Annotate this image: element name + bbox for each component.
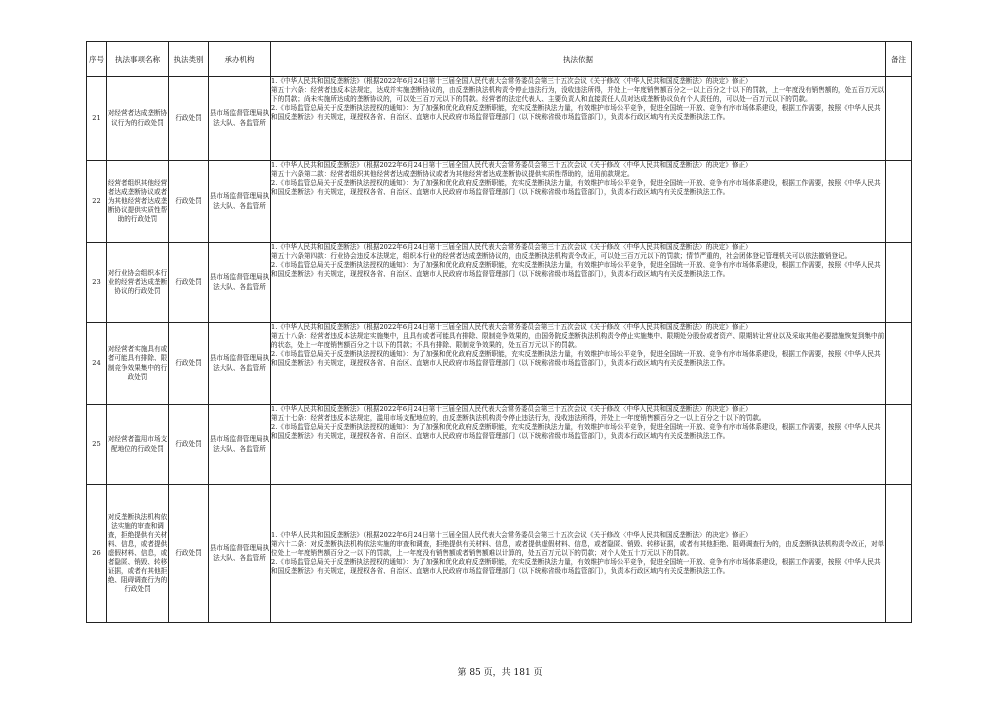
basis-line: 2.《市场监管总局关于反垄断执法授权的通知》：为了加强和优化政府反垄断职能，充实反垄断执法力量，有效维护市场公平竞争，促进全国统一开放、竞争有序市场体系建设，根据工作需要，按照《中华人民共和国反垄断法》有关规定，现授权各省、自治区、直辖市人民政府市场监督管理部门（以下统称省级市场监管部门），负责本行政区域内有关反垄断执法工作。: [271, 558, 881, 576]
item-name: 经营者组织其他经营者达成垄断协议或者为其他经营者达成垄断协议提供实质性帮助的行政处罚: [107, 161, 169, 243]
basis-line: 第五十八条：经营者违反本法规定实施集中，且具有或者可能具有排除、限制竞争效果的，由国务院反垄断执法机构责令停止实施集中、限期处分股份或者资产、限期转让营业以及采取其他必要措施恢复到集中前的状态，处上一年度销售额百分之十以下的罚款；不具有排除、限制竞争效果的，处五百万元以下的罚款。: [271, 332, 885, 350]
item-note: [886, 161, 912, 243]
basis-line: 1.《中华人民共和国反垄断法》（根据2022年6月24日第十三届全国人民代表大会常务委员会第三十五次会议《关于修改〈中华人民共和国反垄断法〉的决定》修正）: [271, 161, 752, 169]
basis-line: 第五十六条第四款：行业协会违反本法规定，组织本行业的经营者达成垄断协议的，由反垄断执法机构责令改正，可以处三百万元以下的罚款；情节严重的，社会团体登记管理机关可以依法撤销登记。: [271, 252, 852, 261]
basis-line: 2.《市场监管总局关于反垄断执法授权的通知》：为了加强和优化政府反垄断职能，充实反垄断执法力量，有效维护市场公平竞争，促进全国统一开放、竞争有序市场体系建设，根据工作需要，按照《中华人民共和国反垄断法》有关规定，现授权各省、自治区、直辖市人民政府市场监督管理部门（以下统称省级市场监管部门），负责本行政区域内有关反垄断执法工作。: [271, 179, 881, 197]
row-number: 21: [87, 77, 107, 161]
item-note: [886, 485, 912, 623]
item-type: 行政处罚: [169, 161, 209, 243]
item-note: [886, 405, 912, 485]
item-basis: [271, 161, 886, 243]
basis-line: 1.《中华人民共和国反垄断法》（根据2022年6月24日第十三届全国人民代表大会常务委员会第三十五次会议《关于修改〈中华人民共和国反垄断法〉的决定》修正）: [271, 323, 752, 331]
table-row: [87, 77, 912, 161]
header-row: [87, 42, 912, 77]
basis-line: 第五十七条：经营者违反本法规定，滥用市场支配地位的，由反垄断执法机构责令停止违法行为，没收违法所得，并处上一年度销售额百分之一以上百分之十以下的罚款。: [271, 414, 766, 423]
item-note: [886, 243, 912, 323]
item-org: 县市场监督管理局执法大队、各监管所: [209, 243, 271, 323]
item-type: 行政处罚: [169, 485, 209, 623]
header-type: 执法类别: [169, 42, 209, 77]
row-number: 26: [87, 485, 107, 623]
item-name: 对经营者达成垄断协议行为的行政处罚: [107, 77, 169, 161]
table-row: [87, 485, 912, 623]
row-number: 25: [87, 405, 107, 485]
item-type: 行政处罚: [169, 323, 209, 405]
item-note: [886, 323, 912, 405]
table-row: [87, 405, 912, 485]
item-name: 对行业协会组织本行业的经营者达成垄断协议的行政处罚: [107, 243, 169, 323]
item-type: 行政处罚: [169, 77, 209, 161]
page-footer: 第 85 页，共 181 页: [457, 668, 543, 678]
basis-line: 第五十六条：经营者违反本法规定，达成并实施垄断协议的，由反垄断执法机构责令停止违法行为，没收违法所得，并处上一年度销售额百分之一以上百分之十以下的罚款，上一年度没有销售额的，处五百万元以下的罚款；尚未实施所达成的垄断协议的，可以处三百万元以下的罚款。经营者的法定代表人、主要负责人和直接责任人员对达成垄断协议负有个人责任的，可以处一百万元以下的罚款。: [271, 86, 885, 104]
item-org: 县市场监督管理局执法大队、各监管所: [209, 323, 271, 405]
item-name: 对反垄断执法机构依法实施的审查和调查，拒绝提供有关材料、信息，或者提供虚假材料、信息，或者隐匿、销毁、转移证据，或者有其他拒绝、阻碍调查行为的行政处罚: [107, 485, 169, 623]
basis-line: 1.《中华人民共和国反垄断法》（根据2022年6月24日第十三届全国人民代表大会常务委员会第三十五次会议《关于修改〈中华人民共和国反垄断法〉的决定》修正）: [271, 77, 752, 85]
item-org: 县市场监督管理局执法大队、各监管所: [209, 77, 271, 161]
header-note: 备注: [886, 42, 912, 77]
item-name: 对经营者实施具有或者可能具有排除、限制竞争效果集中的行政处罚: [107, 323, 169, 405]
basis-line: 2.《市场监管总局关于反垄断执法授权的通知》：为了加强和优化政府反垄断职能，充实反垄断执法力量，有效维护市场公平竞争，促进全国统一开放、竞争有序市场体系建设，根据工作需要，按照《中华人民共和国反垄断法》有关规定，现授权各省、自治区、直辖市人民政府市场监督管理部门（以下统称省级市场监管部门），负责本行政区域内有关反垄断执法工作。: [271, 350, 881, 368]
item-basis: [271, 77, 886, 161]
basis-line: 2.《市场监管总局关于反垄断执法授权的通知》：为了加强和优化政府反垄断职能，充实反垄断执法力量，有效维护市场公平竞争，促进全国统一开放、竞争有序市场体系建设，根据工作需要，按照《中华人民共和国反垄断法》有关规定，现授权各省、自治区、直辖市人民政府市场监督管理部门（以下统称省级市场监管部门），负责本行政区域内有关反垄断执法工作。: [271, 423, 881, 441]
header-basis: 执法依据: [271, 42, 886, 77]
basis-line: 1.《中华人民共和国反垄断法》（根据2022年6月24日第十三届全国人民代表大会常务委员会第三十五次会议《关于修改〈中华人民共和国反垄断法〉的决定》修正）: [271, 243, 752, 251]
item-basis: [271, 243, 886, 323]
item-org: 县市场监督管理局执法大队、各监管所: [209, 485, 271, 623]
item-type: 行政处罚: [169, 243, 209, 323]
item-basis: [271, 323, 886, 405]
basis-line: 1.《中华人民共和国反垄断法》（根据2022年6月24日第十三届全国人民代表大会常务委员会第三十五次会议《关于修改〈中华人民共和国反垄断法〉的决定》修正）: [271, 530, 752, 539]
item-org: 县市场监督管理局执法大队、各监管所: [209, 161, 271, 243]
row-number: 23: [87, 243, 107, 323]
row-number: 24: [87, 323, 107, 405]
header-no: 序号: [87, 42, 107, 77]
table-row: [87, 161, 912, 243]
basis-line: 1.《中华人民共和国反垄断法》（根据2022年6月24日第十三届全国人民代表大会常务委员会第三十五次会议《关于修改〈中华人民共和国反垄断法〉的决定》修正）: [271, 405, 752, 413]
basis-line: 2.《市场监管总局关于反垄断执法授权的通知》：为了加强和优化政府反垄断职能，充实反垄断执法力量，有效维护市场公平竞争，促进全国统一开放、竞争有序市场体系建设，根据工作需要，按照《中华人民共和国反垄断法》有关规定，现授权各省、自治区、直辖市人民政府市场监督管理部门（以下统称省级市场监管部门），负责本行政区域内有关反垄断执法工作。: [271, 261, 881, 279]
header-name: 执法事项名称: [107, 42, 169, 77]
item-type: 行政处罚: [169, 405, 209, 485]
table-row: [87, 243, 912, 323]
basis-line: 第五十六条第二款：经营者组织其他经营者达成垄断协议或者为其他经营者达成垄断协议提供实质性帮助的，适用前款规定。: [271, 170, 634, 179]
basis-line: 2.《市场监管总局关于反垄断执法授权的通知》：为了加强和优化政府反垄断职能，充实反垄断执法力量，有效维护市场公平竞争，促进全国统一开放、竞争有序市场体系建设，根据工作需要，按照《中华人民共和国反垄断法》有关规定，现授权各省、自治区、直辖市人民政府市场监督管理部门（以下统称省级市场监管部门），负责本行政区域内有关反垄断执法工作。: [271, 104, 881, 122]
enforcement-table: [86, 41, 912, 623]
item-name: 对经营者滥用市场支配地位的行政处罚: [107, 405, 169, 485]
header-org: 承办机构: [209, 42, 271, 77]
item-basis: [271, 485, 886, 623]
row-number: 22: [87, 161, 107, 243]
item-note: [886, 77, 912, 161]
item-org: 县市场监督管理局执法大队、各监管所: [209, 405, 271, 485]
item-basis: [271, 405, 886, 485]
basis-line: 第六十二条：对反垄断执法机构依法实施的审查和调查，拒绝提供有关材料、信息，或者提供虚假材料、信息，或者隐匿、销毁、转移证据，或者有其他拒绝、阻碍调查行为的，由反垄断执法机构责令改正，对单位处上一年度销售额百分之一以下的罚款，上一年度没有销售额或者销售额难以计算的，处五百万元以下的罚款；对个人处五十万元以下的罚款。: [271, 539, 885, 557]
table-row: [87, 323, 912, 405]
